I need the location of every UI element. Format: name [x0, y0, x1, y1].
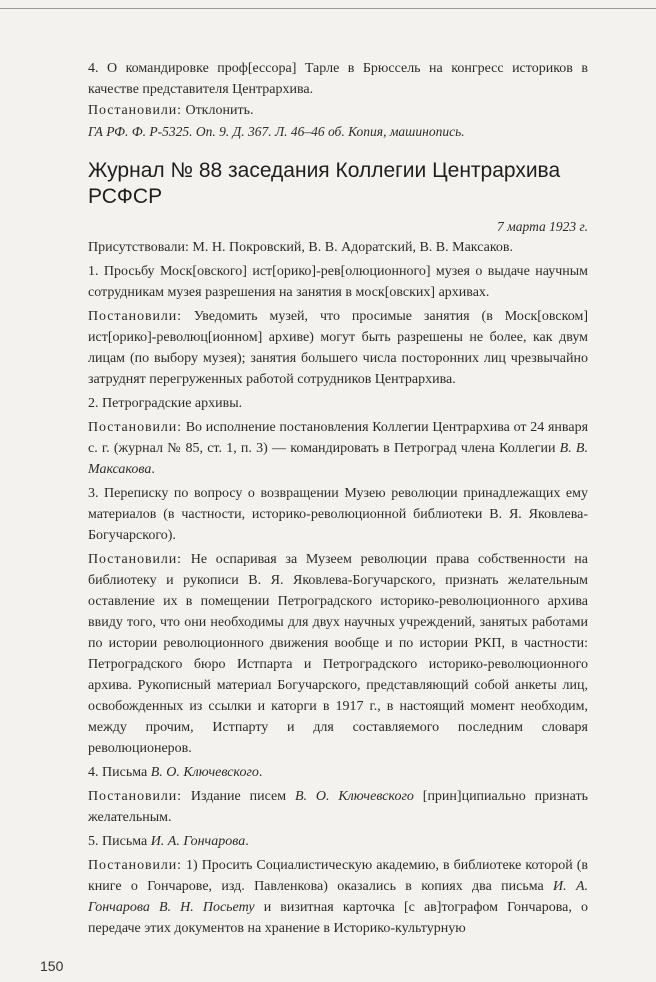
- item-2: 2. Петроградские архивы.: [88, 396, 243, 411]
- attendees: Присутствовали: М. Н. Покровский, В. В. Адоратский, В. В. Максаков.: [88, 240, 514, 255]
- item-prefix: 4. Письма: [88, 765, 151, 780]
- person-name: В. В. Максакова: [88, 441, 588, 477]
- decision-label: Постановили:: [88, 309, 182, 324]
- decision-3: [88, 549, 588, 759]
- punctuation: .: [258, 765, 263, 780]
- decision-2: [88, 417, 588, 480]
- item-prefix: 5. Письма: [88, 834, 151, 849]
- item-3: 3. Переписку по вопросу о возвращении Музею революции принадлежащих ему материалов (в частности, историко-революционной библиотеки В. Я. Яковлева-Богучарского).: [88, 486, 588, 543]
- decision-label: Постановили:: [88, 552, 182, 567]
- decision-label: Постановили:: [88, 789, 182, 804]
- decision-text: Не оспаривая за Музеем революции права собственности на библиотеку и рукописи В. Я. Яковлева-Богучарского, признать желательным оставление их в помещении Петроградского историко-революционного архива ввиду того, что они необходимы для двух научных учреждений, занятых работами по истории революционного движения вообще и по истории РКП, в частности: Петроградского бюро Истпарта и Петроградского историко-революционного архива. Рукописный материал Богучарского, представляющий собой анкеты лиц, освобожденных из ссылки и каторги в 1917 г., в настоящий момент необходим, между прочим, Истпарту и для составляемого последним словаря революционеров.: [88, 552, 588, 756]
- decision-label: Постановили:: [88, 858, 182, 873]
- decision-label: Постановили:: [88, 420, 182, 435]
- decision-text: [прин]ципиально признать желательным.: [88, 789, 588, 825]
- archive-source: ГА РФ. Ф. Р-5325. Оп. 9. Д. 367. Л. 46–46 об. Копия, машинопись.: [88, 124, 465, 139]
- decision-text: Отклонить.: [185, 103, 254, 118]
- decision-5: [88, 855, 588, 939]
- person-name: В. О. Ключевского: [294, 789, 414, 804]
- punctuation: .: [151, 462, 155, 477]
- journal-title: Журнал № 88 заседания Коллегии Центрархива РСФСР: [88, 159, 561, 208]
- decision-1: [88, 306, 588, 390]
- decision-text: Уведомить музей, что просимые занятия (в Моск[овском] ист[орико]-революц[ионном] архиве) могут быть разрешены не более, как двум лицам (по выбору музея); занятия большего числа посторонних лиц чрезвычайно затруднят перегруженных работой сотрудников Центрархива.: [88, 309, 588, 387]
- item-5: [88, 831, 588, 852]
- item-4: [88, 762, 588, 783]
- top-rule: [0, 8, 656, 9]
- decision-4: [88, 786, 588, 828]
- page-number: 150: [40, 958, 64, 974]
- decision-text: 1) Просить Социалистическую академию, в библиотеке которой (в книге о Гончарове, изд. Павленкова) оказались в копиях два письма: [88, 858, 589, 894]
- item-1: 1. Просьбу Моск[овского] ист[орико]-рев[олюционного] музея о выдаче научным сотрудникам музея разрешения на занятия в моск[овских] архивах.: [88, 264, 588, 300]
- journal-date: 7 марта 1923 г.: [497, 219, 588, 234]
- person-name: И. А. Гончарова: [150, 834, 246, 849]
- page-body: [88, 58, 588, 939]
- person-name: В. О. Ключевского: [150, 765, 259, 780]
- punctuation: .: [245, 834, 249, 849]
- decision-text: Во исполнение постановления Коллегии Центрархива от 24 января с. г. (журнал № 85, ст. 1, п. 3) — командировать в Петроград члена Коллегии: [88, 420, 589, 456]
- person-name: И. А. Гончарова В. Н. Посьету: [88, 879, 588, 915]
- prev-item-4: 4. О командировке проф[ессора] Тарле в Брюссель на конгресс историков в качестве представителя Центрархива.: [88, 61, 588, 97]
- decision-text: и визитная карточка [с ав]тографом Гончарова, о передаче этих документов на хранение в Историко-культурную: [88, 900, 588, 936]
- decision-label: Постановили:: [88, 103, 182, 118]
- prev-decision-4: [88, 100, 588, 121]
- decision-text: Издание писем: [190, 789, 295, 804]
